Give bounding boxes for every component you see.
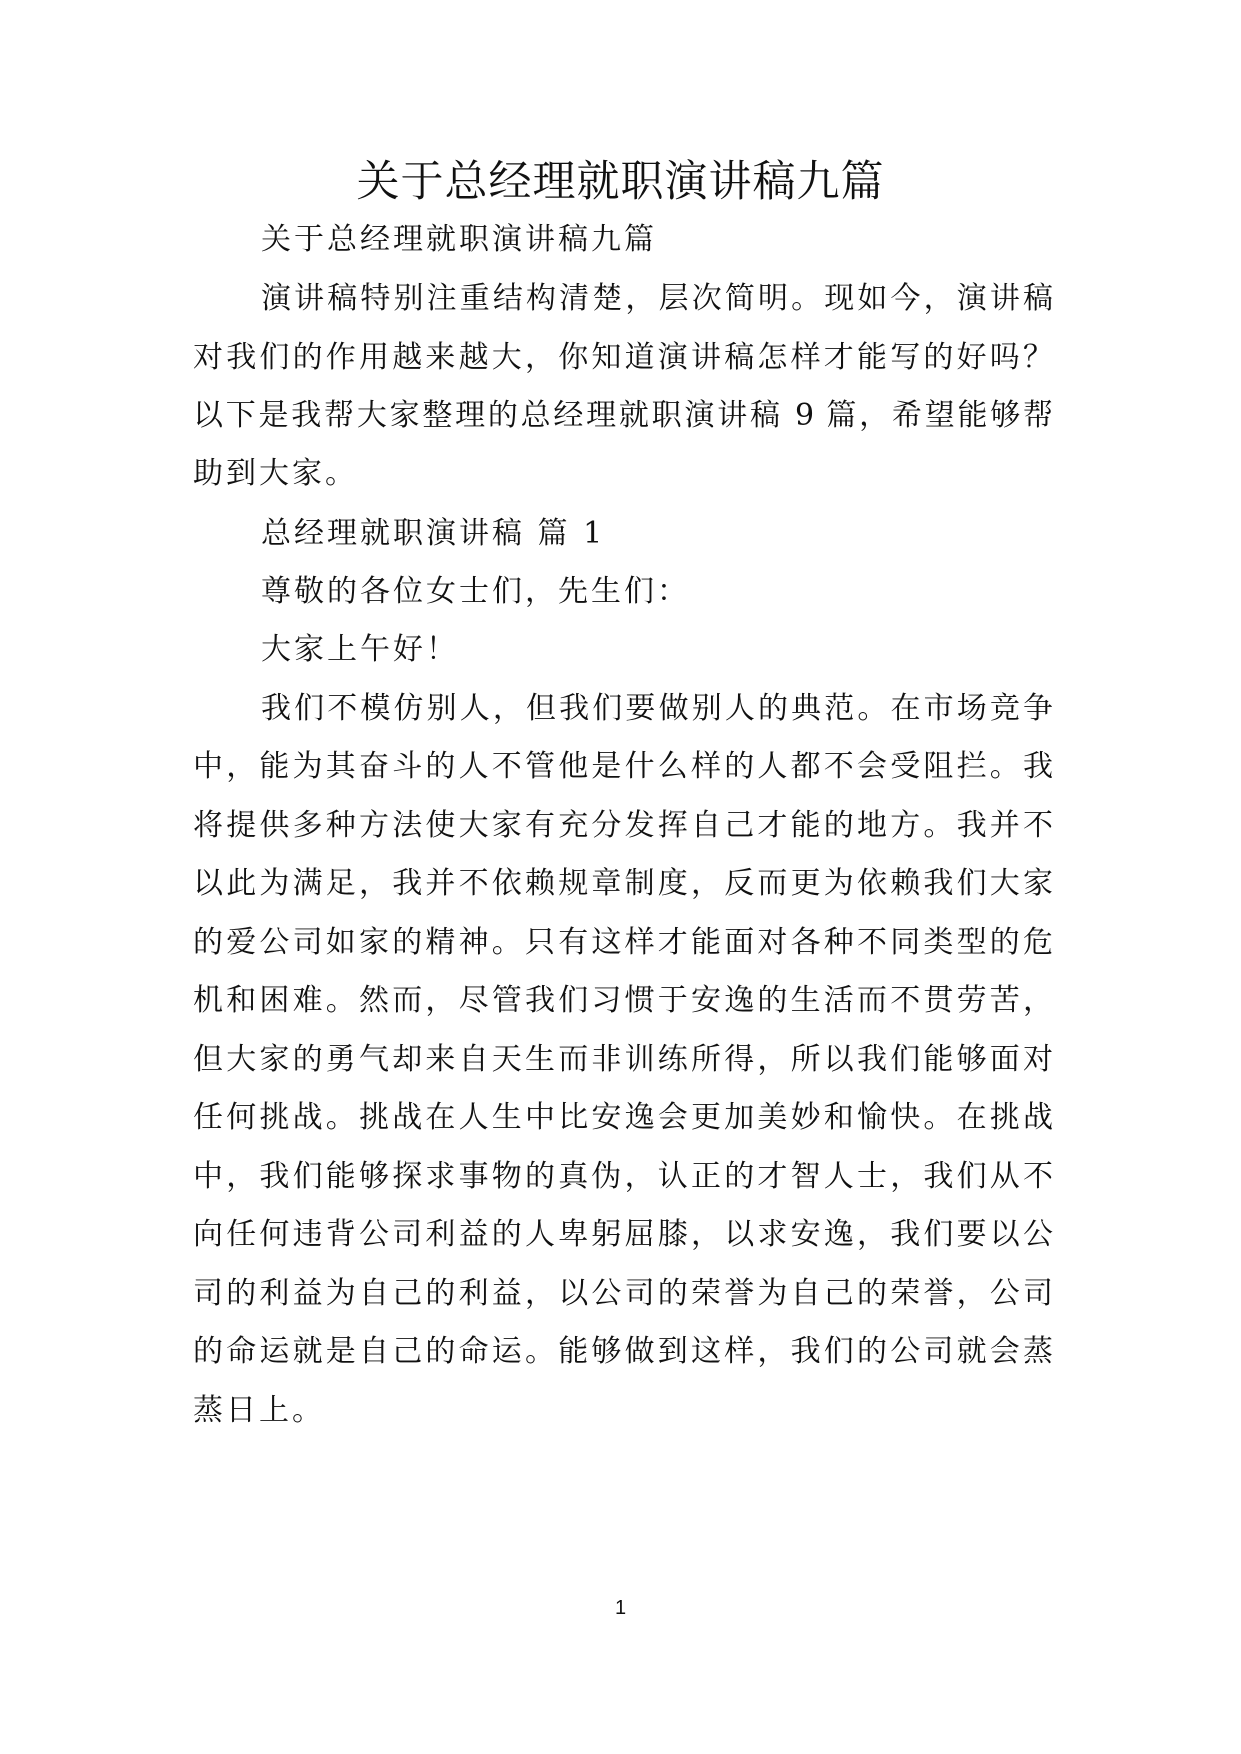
paragraph-line: 中，能为其奋斗的人不管他是什么样的人都不会受阻拦。我	[193, 749, 1053, 784]
page-number: 1	[614, 1597, 627, 1619]
paragraph-line: 我们不模仿别人，但我们要做别人的典范。在市场竞争	[261, 691, 1053, 726]
salutation: 尊敬的各位女士们，先生们：	[261, 574, 690, 609]
paragraph-line: 中，我们能够探求事物的真伪，认正的才智人士，我们从不	[193, 1159, 1053, 1194]
paragraph-line: 对我们的作用越来越大，你知道演讲稿怎样才能写的好吗？	[193, 340, 1053, 375]
paragraph-line: 蒸日上。	[193, 1393, 325, 1428]
paragraph-line: 机和困难。然而，尽管我们习惯于安逸的生活而不贯劳苦，	[193, 983, 1053, 1018]
paragraph-line: 的爱公司如家的精神。只有这样才能面对各种不同类型的危	[193, 925, 1053, 960]
document-title: 关于总经理就职演讲稿九篇	[356, 157, 885, 207]
paragraph-line: 任何挑战。挑战在人生中比安逸会更加美妙和愉快。在挑战	[193, 1100, 1053, 1135]
greeting: 大家上午好！	[261, 632, 459, 667]
paragraph-line: 以下是我帮大家整理的总经理就职演讲稿 9 篇，希望能够帮	[193, 398, 1053, 433]
section-heading: 总经理就职演讲稿 篇 1	[261, 516, 606, 551]
paragraph-line: 以此为满足，我并不依赖规章制度，反而更为依赖我们大家	[193, 866, 1053, 901]
paragraph-line: 的命运就是自己的命运。能够做到这样，我们的公司就会蒸	[193, 1334, 1053, 1369]
paragraph-line: 向任何违背公司利益的人卑躬屈膝，以求安逸，我们要以公	[193, 1217, 1053, 1252]
paragraph-line: 演讲稿特别注重结构清楚，层次简明。现如今，演讲稿	[261, 281, 1053, 316]
paragraph-line: 但大家的勇气却来自天生而非训练所得，所以我们能够面对	[193, 1042, 1053, 1077]
paragraph-line: 将提供多种方法使大家有充分发挥自己才能的地方。我并不	[193, 808, 1053, 843]
paragraph-line: 助到大家。	[193, 456, 358, 491]
subtitle-line: 关于总经理就职演讲稿九篇	[261, 222, 657, 257]
paragraph-line: 司的利益为自己的利益，以公司的荣誉为自己的荣誉，公司	[193, 1276, 1053, 1311]
